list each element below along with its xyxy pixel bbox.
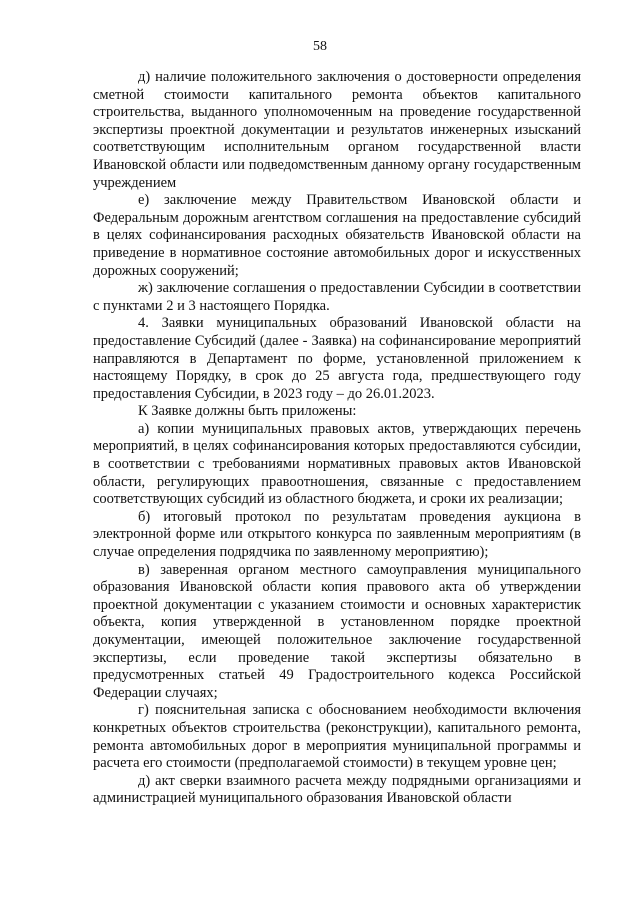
paragraph-e-agreement-road-agency: е) заключение между Правительством Ивановской области и Федеральным дорожным агентством соглашения на предоставление субсидий в целях софинансирования расходных обязательств Ивановской области на приведение в нормативное состояние автомобильных дорог и искусственных дорожных сооружений; xyxy=(93,192,581,279)
paragraph-4-applications: 4. Заявки муниципальных образований Ивановской области на предоставление Субсидий (далее - Заявка) на софинансирование мероприятий направляются в Департамент по форме, установленной приложением к настоящему Порядку, в срок до 25 августа года, предшествующего году предоставления Субсидии, в 2023 году – до 26.01.2023. xyxy=(93,315,581,402)
document-text xyxy=(93,69,581,808)
paragraph-v-project-documentation: в) заверенная органом местного самоуправления муниципального образования Ивановской области копия правового акта об утверждении проектной документации с указанием стоимости и основных характеристик объекта, копия утвержденной в установленном порядке проектной документации, имеющей положительное заключение государственной экспертизы, если проведение такой экспертизы обязательно в предусмотренных статьей 49 Градостроительного кодекса Российской Федерации случаях; xyxy=(93,561,581,701)
paragraph-d-positive-conclusion: д) наличие положительного заключения о достоверности определения сметной стоимости капитального ремонта объектов капитального строительства, выданного уполномоченным на проведение государственной экспертизы проектной документации и результатов инженерных изысканий соответствующим исполнительным органом государственной власти Ивановской области или подведомственным данному органу государственным учреждением xyxy=(93,69,581,191)
page-number: 58 xyxy=(313,39,327,54)
paragraph-b-auction-protocol: б) итоговый протокол по результатам проведения аукциона в электронной форме или открытого конкурса по заявленным мероприятиям (в случае определения подрядчика по заявленному мероприятию); xyxy=(93,508,581,561)
paragraph-g-explanatory-note: г) пояснительная записка с обоснованием необходимости включения конкретных объектов строительства (реконструкции), капитального ремонта, ремонта автомобильных дорог в мероприятия муниципальной программы и расчета его стоимости (предполагаемой стоимости) в текущем уровне цен; xyxy=(93,702,581,772)
paragraph-attachments-intro: К Заявке должны быть приложены: xyxy=(138,403,357,420)
paragraph-zh-subsidy-agreement: ж) заключение соглашения о предоставлении Субсидии в соответствии с пунктами 2 и 3 настоящего Порядка. xyxy=(93,280,581,314)
paragraph-a-municipal-acts: а) копии муниципальных правовых актов, утверждающих перечень мероприятий, в целях софинансирования которых предоставляются субсидии, в соответствии с требованиями нормативных правовых актов Ивановской области, регулирующих правоотношения, связанные с предоставлением соответствующих субсидий из областного бюджета, и сроки их реализации; xyxy=(93,420,581,508)
paragraph-d-reconciliation-act: д) акт сверки взаимного расчета между подрядными организациями и администрацией муниципального образования Ивановской области xyxy=(93,772,581,807)
